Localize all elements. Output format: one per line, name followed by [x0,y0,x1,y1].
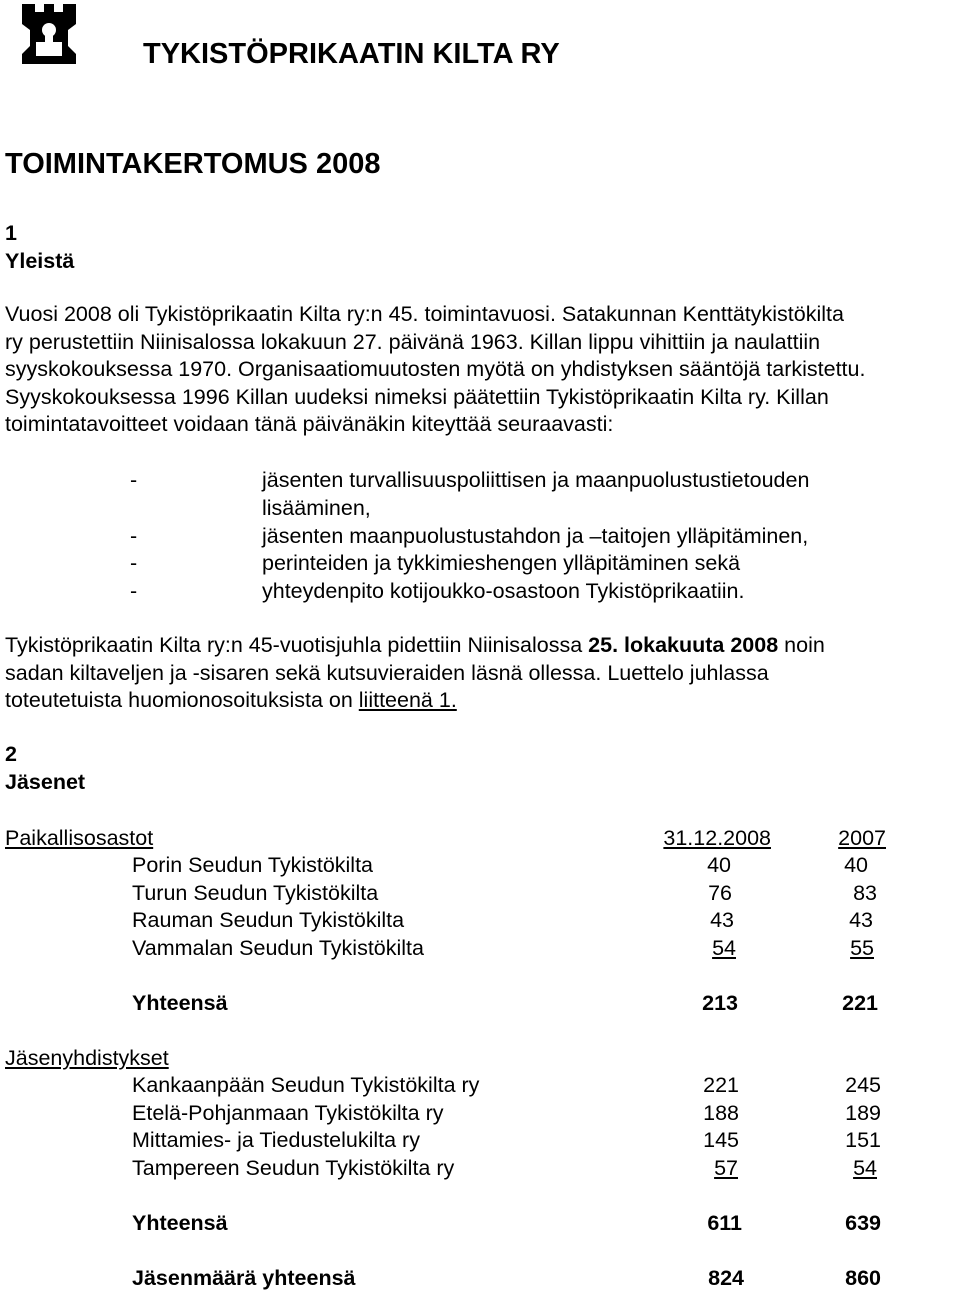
count-2007: 54 [853,1156,877,1180]
appendix-link[interactable]: liitteenä 1. [358,688,457,712]
jubilee-paragraph [5,632,950,715]
count-2007: 43 [849,908,873,932]
goal-text: lisääminen, [262,496,371,520]
goal-dash: - [130,468,138,492]
association-name: Mittamies- ja Tiedustelukilta ry [132,1128,420,1152]
intro-line: toimintatavoitteet voidaan tänä päivänäkin kiteyttää seuraavasti: [5,412,614,436]
local-branches-header: Paikallisosastot [5,826,154,850]
count-2007: 151 [845,1128,881,1152]
grand-total-2007: 860 [845,1266,881,1290]
count-2007: 189 [845,1101,881,1125]
col-2007-header: 2007 [838,826,886,850]
jubilee-line [5,687,950,715]
branch-name: Rauman Seudun Tykistökilta [132,908,405,932]
total-2008: 611 [707,1211,742,1235]
section-2-number: 2 [5,742,17,766]
member-associations-header: Jäsenyhdistykset [5,1046,169,1070]
jubilee-date: 25. lokakuuta 2008 [588,633,779,657]
association-name: Kankaanpään Seudun Tykistökilta ry [132,1073,480,1097]
intro-line: syyskokouksessa 1970. Organisaatiomuutosten myötä on yhdistyksen sääntöjä tarkistettu. [5,357,866,381]
goal-text: jäsenten maanpuolustustahdon ja –taitojen ylläpitäminen, [262,524,809,548]
count-2008: 54 [712,936,736,960]
branch-name: Vammalan Seudun Tykistökilta [132,936,424,960]
guild-logo [18,2,80,66]
count-2007: 245 [845,1073,881,1097]
section-1-number: 1 [5,221,17,245]
count-2008: 145 [703,1128,739,1152]
count-2007: 55 [850,936,874,960]
org-name: TYKISTÖPRIKAATIN KILTA RY [143,38,560,70]
grand-total-label: Jäsenmäärä yhteensä [132,1266,356,1290]
count-2008: 76 [708,881,732,905]
count-2008: 188 [703,1101,739,1125]
count-2007: 40 [844,853,868,877]
intro-paragraph [5,301,950,439]
section-1-heading: Yleistä [5,249,75,273]
jubilee-line: sadan kiltaveljen ja -sisaren sekä kutsuvieraiden läsnä ollessa. Luettelo juhlassa [5,660,769,685]
branch-name: Porin Seudun Tykistökilta [132,853,374,877]
count-2007: 83 [853,881,877,905]
chess-rook-emblem-icon [18,2,80,66]
count-2008: 40 [707,853,731,877]
col-2008-header: 31.12.2008 [663,826,771,850]
grand-total-2008: 824 [708,1266,744,1290]
goal-dash: - [130,551,138,575]
goal-dash: - [130,524,138,548]
goal-text: yhteydenpito kotijoukko-osastoon Tykistöprikaatiin. [262,579,745,603]
jubilee-line [5,632,950,660]
total-label: Yhteensä [132,1211,228,1235]
total-2008: 213 [702,991,738,1015]
report-title: TOIMINTAKERTOMUS 2008 [5,148,381,180]
goal-dash: - [130,579,138,603]
goal-text: perinteiden ja tykkimieshengen ylläpitäminen sekä [262,551,741,575]
association-name: Tampereen Seudun Tykistökilta ry [132,1156,455,1180]
count-2008: 221 [703,1073,739,1097]
jubilee-text: Tykistöprikaatin Kilta ry:n 45-vuotisjuhla pidettiin Niinisalossa [5,633,589,657]
total-label: Yhteensä [132,991,228,1015]
association-name: Etelä-Pohjanmaan Tykistökilta ry [132,1101,444,1125]
total-2007: 639 [845,1211,881,1235]
section-2-heading: Jäsenet [5,770,86,794]
intro-line: Syyskokouksessa 1996 Killan uudeksi nimeksi päätettiin Tykistöprikaatin Kilta ry. Killan [5,384,829,409]
intro-line: Vuosi 2008 oli Tykistöprikaatin Kilta ry:n 45. toimintavuosi. Satakunnan Kenttätykistökilta [5,302,844,326]
branch-name: Turun Seudun Tykistökilta [132,881,379,905]
total-2007: 221 [842,991,878,1015]
jubilee-text: toteutetuista huomionosoituksista on [5,688,359,712]
count-2008: 57 [714,1156,738,1180]
jubilee-text: noin [778,633,825,657]
count-2008: 43 [710,908,734,932]
intro-line: ry perustettiin Niinisalossa lokakuun 27. päivänä 1963. Killan lippu vihittiin ja naulattiin [5,329,821,354]
goal-text: jäsenten turvallisuuspoliittisen ja maanpuolustustietouden [262,468,810,492]
